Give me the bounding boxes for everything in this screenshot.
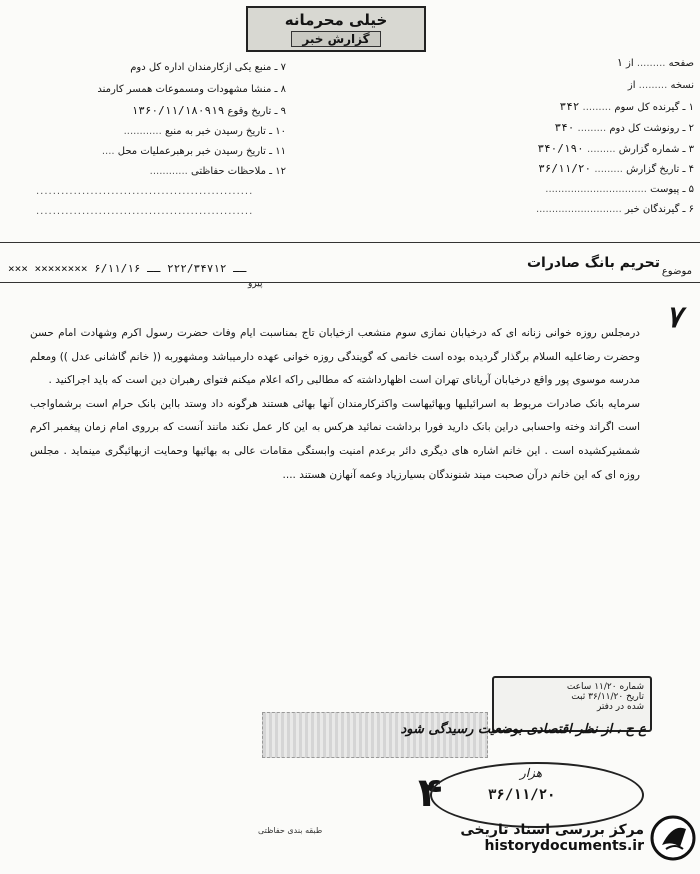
- protection-notes-label: ۱۲ ـ ملاحظات حفاظتی: [191, 166, 286, 177]
- page-count-mid: از: [626, 58, 634, 69]
- copy-to-field: ۲ ـ رونوشت کل دوم ......... ۳۴۰: [554, 121, 694, 134]
- item-number: ۷: [665, 300, 682, 335]
- recipient-value: ۳۴۲: [559, 100, 580, 113]
- receive-stamp-line2: تاریخ ۳۶/۱۱/۲۰ ثبت: [571, 692, 644, 702]
- header-divider: [0, 242, 700, 243]
- copy-count-field: نسخه ......... از: [627, 80, 694, 91]
- protection-notes-line3: ....................................................: [36, 206, 254, 217]
- news-recipients-field: ۶ ـ گیرندگان خبر ...........................: [535, 204, 694, 215]
- date-to-source-label: ۱۰ ـ تاریخ رسیدن خبر به منبع: [164, 126, 286, 137]
- protection-notes-line2: ....................................................: [36, 186, 254, 197]
- date-to-ops-label: ۱۱ ـ تاریخ رسیدن خبر برهبرعملیات محل: [117, 146, 286, 157]
- watermark-url: historydocuments.ir: [484, 838, 644, 854]
- copy-to-label: ۲ ـ رونوشت کل دوم: [609, 123, 694, 134]
- attachment-field: ۵ ـ پیوست ................................: [545, 184, 694, 195]
- report-date-value: ۳۶/۱۱/۲۰: [538, 162, 592, 175]
- handwritten-annotation: ع ح ، از نظر اقتصادی بوضعیت رسیدگی شود: [400, 722, 646, 737]
- source-field: [36, 62, 286, 73]
- report-date-label: ۴ ـ تاریخ گزارش: [626, 164, 694, 175]
- oval-date: ۳۶/۱۱/۲۰: [488, 787, 556, 803]
- report-date-field: ۴ ـ تاریخ گزارش ......... ۳۶/۱۱/۲۰: [538, 162, 694, 175]
- reference-sub: پیرو: [248, 279, 263, 289]
- page-count-field: صفحه ......... از ۱: [616, 56, 694, 69]
- watermark: [430, 808, 696, 868]
- page-count-value: ۱: [616, 56, 623, 69]
- report-body: [30, 322, 640, 487]
- report-number-value: ۳۴۰/۱۹۰: [537, 142, 584, 155]
- body-paragraph-2: سرمایه بانک صادرات مربوط به اسرائیلیها وبهائیهاست واکثرکارمندان آنها بهائی هستند هرگونه داد وستد بااین بانک حرام است برشماواجب است اگراند وخته واحسابی دراین بانک دارید فورا برداشت نمائید هرکس به این کار عمل نکند مانند آنست که برروی امام زمان پیغمبر اکرم شمشیرکشیده است . این خانم اشاره های دیگری دائر برعدم امنیت وابستگی مقامات عالی به بهائیها وحمایت ازبهائیگری مینماید . مجلس روزه ای که این خانم درآن صحبت میند شنوندگان بسیارزیاد وعمه آنهازن هستند ....: [30, 397, 640, 481]
- copy-count-label: نسخه: [670, 80, 694, 91]
- recipient-label: ۱ ـ گیرنده کل سوم: [614, 102, 694, 113]
- attachment-label: ۵ ـ پیوست: [650, 184, 694, 195]
- report-number-field: ۳ ـ شماره گزارش ......... ۳۴۰/۱۹۰: [537, 142, 694, 155]
- subject-divider: [0, 282, 700, 283]
- news-recipients-label: ۶ ـ گیرندگان خبر: [624, 204, 694, 215]
- receive-stamp-line1: شماره ۱۱/۲۰ ساعت: [566, 682, 644, 692]
- watermark-title: مرکز بررسی اسناد تاریخی: [460, 822, 644, 838]
- subject-label: موضوع: [661, 266, 692, 277]
- protection-notes-field: ۱۲ ـ ملاحظات حفاظتی ............: [149, 166, 286, 177]
- reference-number: ××× ×××××××× ــ ۲۲۲/۳۴۷۱۲ ــ ۶/۱۱/۱۶: [8, 262, 247, 275]
- origin-field: [36, 84, 286, 95]
- event-date-field: [36, 104, 286, 117]
- classification-header-stamp: [246, 6, 426, 52]
- date-to-ops-field: ۱۱ ـ تاریخ رسیدن خبر برهبرعملیات محل ....: [101, 146, 286, 157]
- date-to-source-field: ۱۰ ـ تاریخ رسیدن خبر به منبع ............: [123, 126, 286, 137]
- archive-logo-icon: [650, 815, 696, 861]
- copy-count-mid: از: [627, 80, 636, 91]
- recipient-field: ۱ ـ گیرنده کل سوم ......... ۳۴۲: [559, 100, 694, 113]
- event-date-label: ۹ ـ تاریخ وقوع: [227, 106, 286, 117]
- copy-to-value: ۳۴۰: [554, 121, 575, 134]
- subject-value: تحریم بانگ صادرات: [526, 255, 660, 271]
- handwritten-mark: ۴: [418, 770, 443, 816]
- header-stamp-line2: گزارش خبر: [291, 31, 380, 47]
- page-count-label: صفحه: [668, 58, 694, 69]
- body-paragraph-1: درمجلس روزه خوانی زنانه ای که درخیابان نمازی سوم منشعب ازخیابان تاج بمناسبت ایام وفات حضرت رسول اکرم وشهادت امام حسن وحضرت رضاعلیه السلام برگذار گردیده بوده است خانمی که گویندگی روزه خوانی عهده دارمیباشد ومشهوربه (( خانم گاشانی عدل )) ومعلم مدرسه موسوی پور واقع درخیابان آریانای تهران است اظهارداشته که مطالبی راکه اعلام میکنم فتوای رهبران دین است که باید اجراکنید .: [30, 327, 640, 387]
- report-number-label: ۳ ـ شماره گزارش: [618, 144, 694, 155]
- origin-label: ۸ ـ منشا مشهودات ومسموعات همسر کارمند: [97, 84, 286, 95]
- event-date-value: ۱۳۶۰/۱۱/۱۸۰۹۱۹: [131, 104, 225, 117]
- classification-footer-label: طبقه بندی حفاظتی: [258, 826, 323, 835]
- header-stamp-line1: خیلی محرمانه: [284, 11, 388, 29]
- receive-stamp-line3: شده در دفتر: [596, 702, 644, 712]
- source-label: ۷ ـ منبع یکی ازکارمندان اداره کل دوم: [130, 62, 286, 73]
- oval-signature: هزار: [520, 766, 543, 780]
